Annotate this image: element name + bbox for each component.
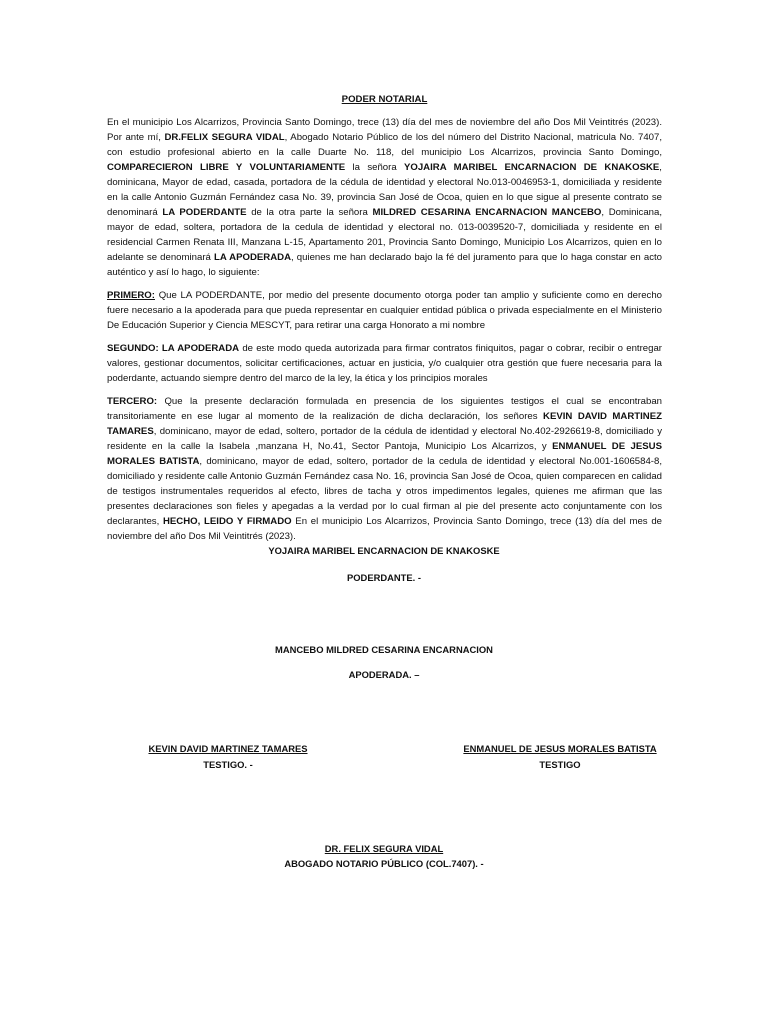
tercero-text-4: En el municipio Los Alcarrizos, Provincia Santo Domingo, trece (13) día del mes de noviembre del año Dos Mil Veintitrés (2023).: [107, 516, 662, 542]
intro-text-7: , quienes me han declarado bajo la fé del juramento para que lo haga constar en acto auténtico y así lo hago, lo siguiente:: [107, 252, 662, 278]
la-poderdante-label: LA PODERDANTE: [162, 207, 247, 218]
segundo-paragraph: [107, 341, 662, 386]
apoderada-signature-role: APODERADA. –: [348, 669, 420, 680]
tercero-paragraph: [107, 394, 662, 544]
la-apoderada-label: LA APODERADA: [213, 252, 291, 263]
notary-name-inline: DR.FELIX SEGURA VIDAL: [164, 132, 285, 143]
witness2-name-inline: ENMANUEL DE JESUS MORALES BATISTA: [107, 441, 662, 467]
intro-text-1: En el municipio Los Alcarrizos, Provincia Santo Domingo, trece (13) día del mes de noviembre del año Dos Mil Veintitrés (2023). Por ante mí,: [107, 117, 662, 143]
apoderada-name-inline: MILDRED CESARINA ENCARNACION MANCEBO: [372, 207, 602, 218]
primero-paragraph: [107, 288, 662, 333]
witness1-name-inline: KEVIN DAVID MARTINEZ TAMARES: [107, 411, 662, 437]
intro-text-3: la señora: [345, 162, 404, 173]
tercero-text-3: , dominicano, mayor de edad, soltero, portador de la cedula de identidad y electoral No.001-1606584-8, domiciliado y residente calle Antonio Guzmán Fernández casa No. 16, provincia San José de Ocoa, quien comparecen en calidad de testigos instrumentales requeridos al efecto, libres de tacha y otros impedimentos legales, quienes me afirman que las presentes declaraciones son fieles y apegadas a la verdad por lo cual firman al pie del presente acto conjuntamente con los declarantes,: [107, 456, 663, 527]
document-title: PODER NOTARIAL: [341, 94, 428, 105]
segundo-text: de este modo queda autorizada para firmar contratos finiquitos, pagar o cobrar, recibir o entregar valores, gestionar documentos, solicitar certificaciones, actuar en justicia, y/o cualquier otra gestión que fuere necesaria para la poderdante, actuando siempre dentro del marco de la ley, la ética y los principios morales: [107, 343, 662, 384]
tercero-label: TERCERO:: [107, 396, 158, 407]
notary-signature-role: ABOGADO NOTARIO PÚBLICO (COL.7407). -: [284, 858, 484, 869]
poderdante-signature-name: YOJAIRA MARIBEL ENCARNACION DE KNAKOSKE: [268, 545, 500, 556]
intro-paragraph: [107, 115, 662, 280]
witness1-signature-block: [118, 741, 338, 773]
tercero-text-2: , dominicano, mayor de edad, soltero, portador de la cédula de identidad y electoral No.402-2926619-8, domiciliado y residente en la calle la Isabela ,manzana H, No.41, Sector Pantoja, Municipio Los Alcarrizos, y: [107, 426, 662, 452]
intro-text-6: , Dominicana, mayor de edad, soltera, portadora de la cedula de identidad y electoral no. 013-0039520-7, domiciliada y residente en el residencial Carmen Renata III, Manzana L-15, Apartamento 201, Provincia Santo Domingo, Municipio Los Alcarrizos, quien en lo adelante se denominará: [107, 207, 663, 263]
intro-text-4: , dominicana, Mayor de edad, casada, portadora de la cédula de identidad y electoral No.013-0046953-1, domiciliada y residente en la calle Antonio Guzmán Fernández casa No. 39, provincia San José de Ocoa, quien en lo que sigue al presente contrato se denominará: [107, 162, 662, 218]
segundo-label: SEGUNDO: LA APODERADA: [107, 343, 240, 354]
comparecieron-phrase: COMPARECIERON LIBRE Y VOLUNTARIAMENTE: [107, 162, 346, 173]
witness2-signature-role: TESTIGO: [539, 759, 581, 770]
poderdante-signature-role: PODERDANTE. -: [347, 572, 421, 583]
document-body: [107, 92, 662, 552]
witness1-signature-name: KEVIN DAVID MARTINEZ TAMARES: [148, 743, 308, 754]
intro-text-2: , Abogado Notario Público de los del número del Distrito Nacional, matricula No. 7407, con estudio profesional abierto en la calle Duarte No. 118, del municipio Los Alcarrizos, provincia Santo Domingo,: [107, 132, 662, 158]
tercero-text-1: Que la presente declaración formulada en presencia de los siguientes testigos el cual se encontraban transitoriamente en ese lugar al momento de la realización de dicha declaración, los señores: [107, 396, 662, 422]
witness2-signature-block: [450, 741, 670, 773]
apoderada-signature-name: MANCEBO MILDRED CESARINA ENCARNACION: [275, 644, 493, 655]
primero-label: PRIMERO:: [107, 290, 155, 301]
notary-signature-name: DR. FELIX SEGURA VIDAL: [324, 843, 444, 854]
intro-text-5: de la otra parte la señora: [246, 207, 373, 218]
poderdante-name-inline: YOJAIRA MARIBEL ENCARNACION DE KNAKOSKE: [403, 162, 660, 173]
witness2-signature-name: ENMANUEL DE JESUS MORALES BATISTA: [463, 743, 657, 754]
primero-text: Que LA PODERDANTE, por medio del presente documento otorga poder tan amplio y suficiente como en derecho fuere necesario a la apoderada para que pueda representar en cualquier entidad pública o privada especialmente en el Ministerio De Educación Superior y Ciencia MESCYT, para retirar una carga Honorato a mi nombre: [107, 290, 662, 331]
hecho-leido-firmado: HECHO, LEIDO Y FIRMADO: [162, 516, 292, 527]
witness1-signature-role: TESTIGO. -: [203, 759, 253, 770]
